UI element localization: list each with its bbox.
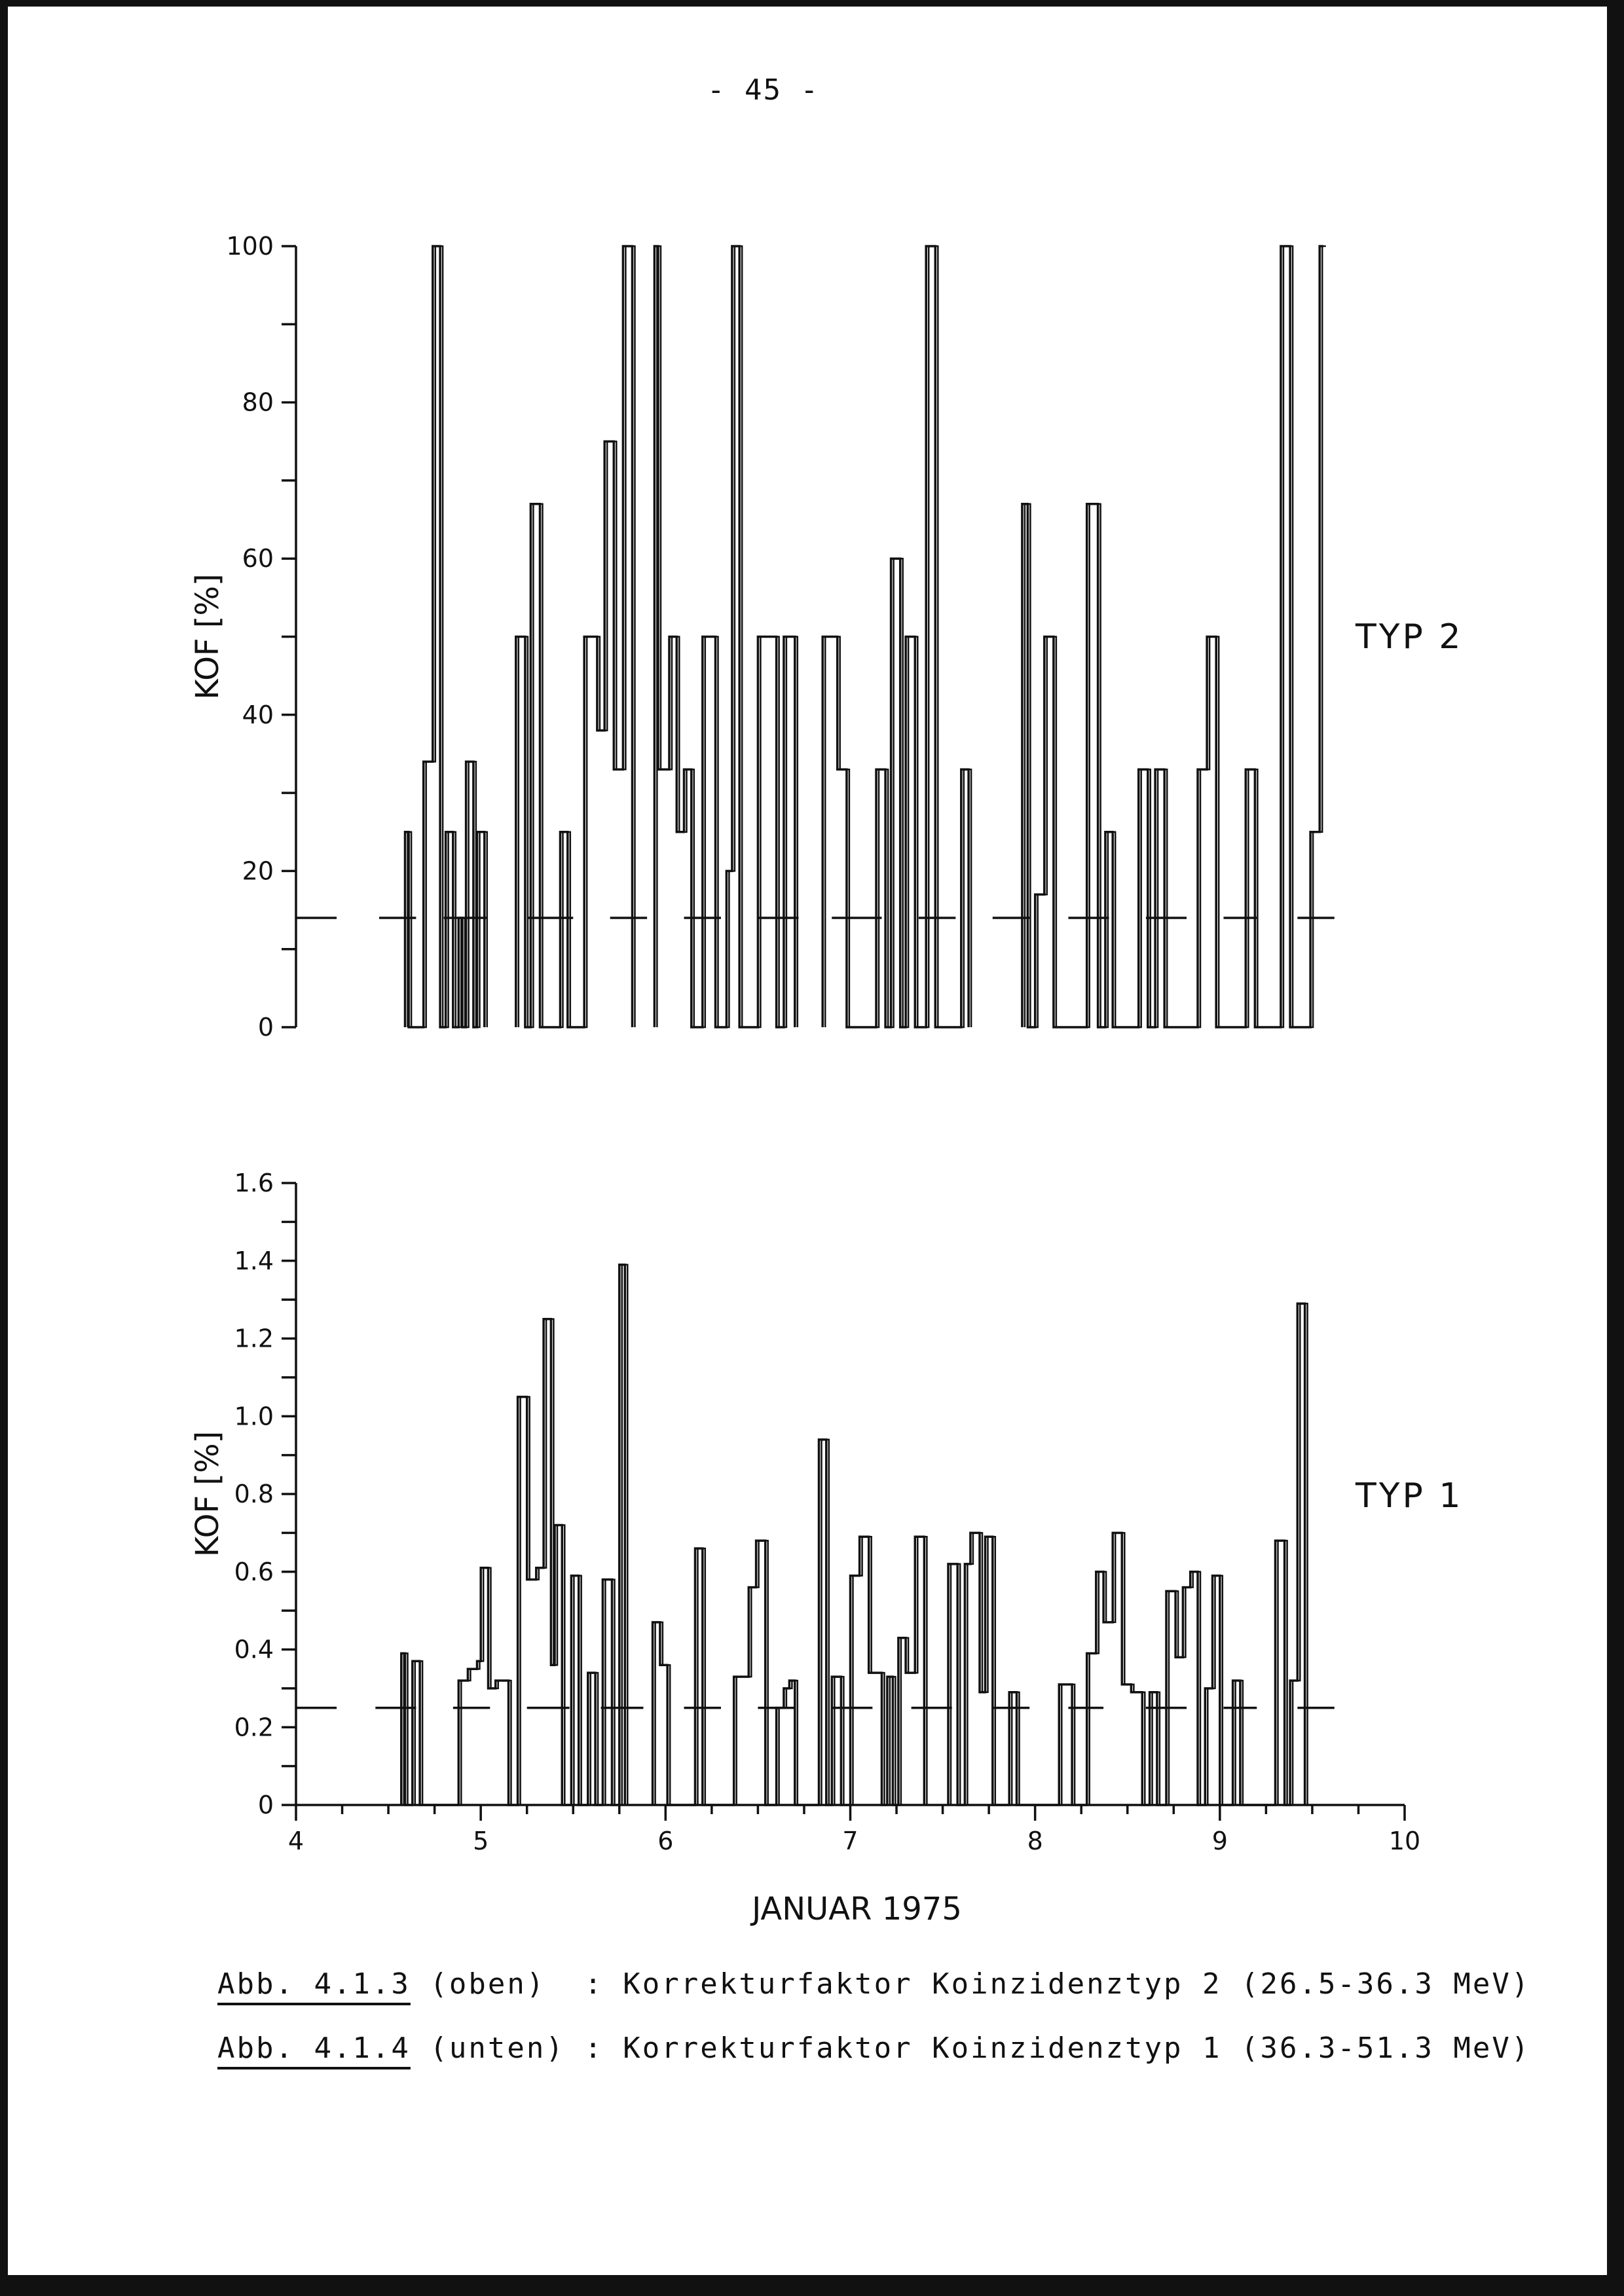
caption-bottom-text: (unten) : Korrekturfaktor Koinzidenztyp 1 (36.3-51.3 MeV) bbox=[410, 2032, 1531, 2065]
panel-1-y-tick-label: 40 bbox=[242, 700, 274, 729]
panel-2-series-trace-3-double bbox=[951, 1303, 1308, 1805]
panel-2-x-tick-label: 9 bbox=[1211, 1827, 1228, 1855]
panel-1-y-axis-title: KOF [%] bbox=[189, 574, 226, 700]
panel-2-y-tick-label: 1.2 bbox=[234, 1324, 274, 1353]
panel-2-series-trace-1 bbox=[401, 1265, 625, 1805]
panel-1-series-trace-2-double bbox=[519, 246, 635, 1027]
panel-1-series-trace-1-double bbox=[408, 246, 487, 1027]
panel-2-series-trace-3 bbox=[948, 1303, 1305, 1805]
panel-1-series-trace-4 bbox=[822, 246, 969, 1027]
panel-2-y-tick-label: 0 bbox=[257, 1791, 274, 1819]
panel-2-y-tick-label: 1.0 bbox=[234, 1402, 274, 1431]
caption-top bbox=[217, 1967, 1593, 2001]
panel-2-y-tick-label: 0.8 bbox=[234, 1480, 274, 1508]
panel-1-y-tick-label: 80 bbox=[242, 388, 274, 417]
panel-1-y-tick-label: 0 bbox=[257, 1013, 274, 1042]
panel-2-x-tick-label: 4 bbox=[287, 1827, 304, 1855]
panel-1-series-label: TYP 2 bbox=[1356, 617, 1464, 657]
caption-top-text: (oben) : Korrekturfaktor Koinzidenztyp 2 (26.5-36.3 MeV) bbox=[410, 1967, 1531, 2001]
caption-top-reference: Abb. 4.1.3 bbox=[217, 1967, 411, 2001]
panel-1-series-trace-1 bbox=[405, 246, 485, 1027]
panel-2-y-tick-label: 1.6 bbox=[234, 1169, 274, 1197]
caption-bottom bbox=[217, 2032, 1593, 2065]
panel-2-x-tick-label: 7 bbox=[842, 1827, 858, 1855]
caption-bottom-reference: Abb. 4.1.4 bbox=[217, 2032, 411, 2065]
panel-2-series-trace-2 bbox=[653, 1440, 925, 1805]
panel-2-y-tick-label: 0.4 bbox=[234, 1635, 274, 1664]
panel-2-x-tick-label: 5 bbox=[473, 1827, 489, 1855]
panel-2-x-tick-label: 6 bbox=[657, 1827, 674, 1855]
panel-2-y-tick-label: 0.6 bbox=[234, 1557, 274, 1586]
panel-2-x-axis-title: JANUAR 1975 bbox=[752, 1891, 962, 1927]
panel-2-series-label: TYP 1 bbox=[1356, 1476, 1464, 1516]
panel-2-x-tick-label: 8 bbox=[1027, 1827, 1043, 1855]
panel-2-y-tick-label: 0.2 bbox=[234, 1713, 274, 1742]
panel-1-y-tick-label: 60 bbox=[242, 544, 274, 574]
panel-2-series-trace-1-double bbox=[404, 1265, 628, 1805]
page-number: - 45 - bbox=[707, 73, 819, 107]
panel-1-series-trace-5 bbox=[1022, 246, 1323, 1027]
panel-1-y-tick-label: 20 bbox=[242, 856, 274, 886]
panel-1-y-tick-label: 100 bbox=[226, 232, 274, 261]
panel-2-y-axis-title: KOF [%] bbox=[189, 1430, 226, 1558]
panel-2-y-tick-label: 1.4 bbox=[234, 1246, 274, 1275]
panel-2-x-tick-label: 10 bbox=[1388, 1827, 1421, 1855]
